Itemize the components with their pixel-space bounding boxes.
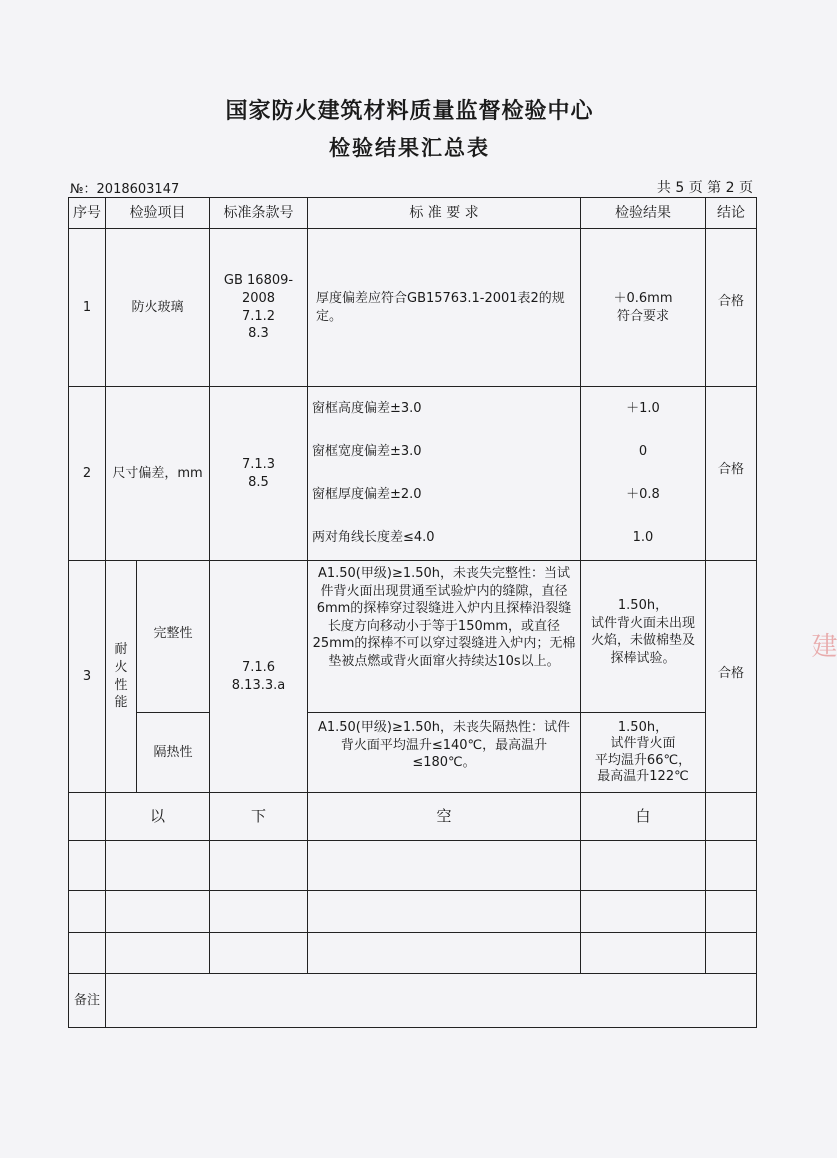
blank-marker: 下: [210, 793, 308, 841]
clause-line: 8.13.3.a: [231, 677, 286, 693]
blank-marker: 以: [106, 793, 210, 841]
row-conclusion: 合格: [706, 387, 757, 561]
sub-requirement: 窗框厚度偏差±2.0: [308, 474, 581, 517]
item-char: 火: [114, 659, 128, 675]
col-header-conclusion: 结论: [706, 198, 757, 229]
empty-cell: [69, 793, 106, 841]
clause-line: 2008: [241, 290, 276, 306]
blank-marker-row: [69, 793, 757, 841]
empty-cell: [106, 841, 210, 891]
blank-marker: 空: [308, 793, 581, 841]
sub-item-name: 完整性: [137, 561, 210, 713]
sub-result: [581, 713, 706, 793]
col-header-no: 序号: [69, 198, 106, 229]
sub-result: [581, 561, 706, 713]
empty-row: [69, 841, 757, 891]
sub-requirement: A1.50(甲级)≥1.50h，未丧失隔热性：试件背火面平均温升≤140℃，最高温升≤180℃。: [308, 713, 581, 793]
result-line: 试件背火面未出现火焰，未做棉垫及探棒试验。: [590, 615, 695, 666]
empty-cell: [706, 841, 757, 891]
row-conclusion: 合格: [706, 561, 757, 793]
sub-result: ＋1.0: [581, 387, 706, 431]
table-row: [69, 229, 757, 387]
table-row: [69, 387, 757, 431]
row-clause: [210, 229, 308, 387]
result-line: 1.50h，: [617, 598, 669, 613]
col-header-item: 检验项目: [106, 198, 210, 229]
empty-cell: [706, 891, 757, 933]
sub-requirement: 窗框宽度偏差±3.0: [308, 431, 581, 474]
empty-cell: [581, 841, 706, 891]
result-line: 1.50h，: [617, 720, 669, 735]
item-char: 能: [114, 695, 128, 711]
sub-item-name: 隔热性: [137, 713, 210, 793]
sub-requirement: 窗框高度偏差±3.0: [308, 387, 581, 431]
empty-row: [69, 933, 757, 974]
sub-requirement: A1.50(甲级)≥1.50h，未丧失完整性：当试件背火面出现贯通至试验炉内的缝隙，直径6mm的探棒穿过裂缝进入炉内且探棒沿裂缝长度方向移动小于等于150mm，或直径25mm的探棒不可以穿过裂缝进入炉内；无棉垫被点燃或背火面窜火持续达10s以上。: [308, 561, 581, 713]
row-clause: [210, 387, 308, 561]
col-header-requirement: 标 准 要 求: [308, 198, 581, 229]
sub-requirement: 两对角线长度差≤4.0: [308, 517, 581, 561]
row-item: 尺寸偏差，mm: [106, 387, 210, 561]
red-stamp-fragment: 建: [807, 632, 837, 658]
clause-line: GB 16809-: [223, 273, 294, 289]
result-line: 试件背火面: [610, 736, 676, 752]
empty-cell: [581, 933, 706, 974]
report-number: №：2018603147: [70, 182, 180, 197]
sub-result: 1.0: [581, 517, 706, 561]
row-conclusion: 合格: [706, 229, 757, 387]
empty-cell: [69, 933, 106, 974]
table-row: [69, 561, 757, 713]
report-title: 国家防火建筑材料质量监督检验中心: [225, 99, 594, 124]
empty-cell: [308, 891, 581, 933]
report-subtitle: 检验结果汇总表: [329, 136, 490, 160]
result-line: 符合要求: [616, 308, 669, 324]
result-line: 最高温升122℃: [597, 768, 689, 784]
row-no: 1: [69, 229, 106, 387]
remarks-row: [69, 974, 757, 1028]
row-no: 3: [69, 561, 106, 793]
remarks-content: [106, 974, 757, 1028]
col-header-clause: 标准条款号: [210, 198, 308, 229]
page-info: 共 5 页 第 2 页: [656, 180, 753, 196]
empty-cell: [106, 933, 210, 974]
empty-cell: [308, 841, 581, 891]
clause-line: 8.3: [248, 326, 269, 342]
row-result: [581, 229, 706, 387]
empty-cell: [308, 933, 581, 974]
header-row: [69, 198, 757, 229]
empty-cell: [69, 891, 106, 933]
item-char: 性: [114, 677, 128, 693]
empty-cell: [581, 891, 706, 933]
blank-marker: 白: [581, 793, 706, 841]
col-header-result: 检验结果: [581, 198, 706, 229]
result-line: ＋0.6mm: [613, 290, 673, 306]
clause-line: 7.1.2: [241, 308, 276, 324]
clause-line: 7.1.6: [241, 659, 276, 675]
empty-cell: [706, 933, 757, 974]
empty-cell: [69, 841, 106, 891]
empty-cell: [210, 841, 308, 891]
table-row: [69, 713, 757, 793]
empty-cell: [210, 891, 308, 933]
row-no: 2: [69, 387, 106, 561]
empty-row: [69, 891, 757, 933]
row-item: 防火玻璃: [106, 229, 210, 387]
sub-result: ＋0.8: [581, 474, 706, 517]
item-char: 耐: [114, 642, 128, 658]
empty-cell: [210, 933, 308, 974]
row-clause: [210, 561, 308, 793]
empty-cell: [106, 891, 210, 933]
row-item-vertical: [106, 561, 137, 793]
clause-line: 7.1.3: [241, 456, 276, 472]
row-requirement: 厚度偏差应符合GB15763.1-2001表2的规定。: [308, 229, 581, 387]
empty-cell: [706, 793, 757, 841]
result-line: 平均温升66℃，: [594, 752, 692, 768]
clause-line: 8.5: [248, 474, 269, 490]
remarks-label: 备注: [69, 974, 106, 1028]
sub-result: 0: [581, 431, 706, 474]
results-table: [68, 197, 757, 1028]
